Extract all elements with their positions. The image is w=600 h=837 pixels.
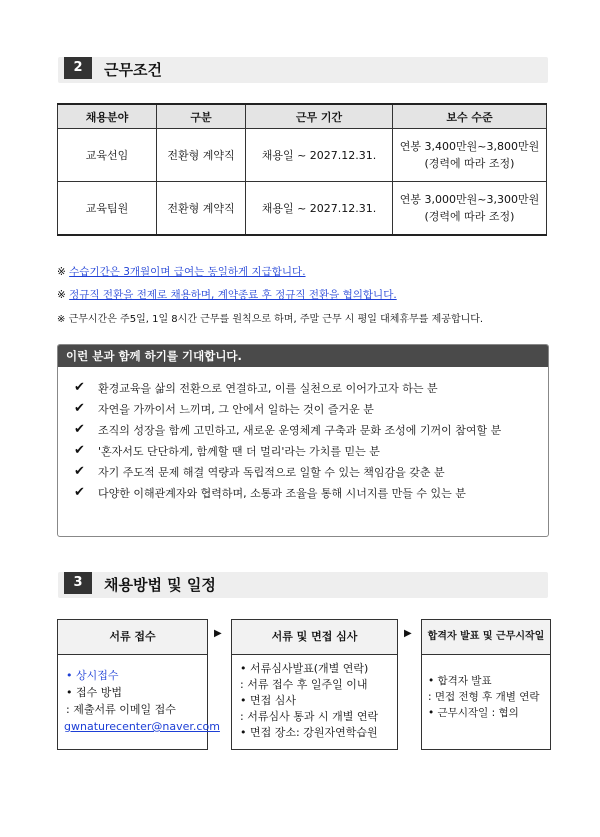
step-line: • 면접 장소: 강원자연학습원 — [240, 726, 378, 739]
list-item-text: 환경교육을 삶의 전환으로 연결하고, 이를 실천으로 이어가고자 하는 분 — [98, 381, 438, 395]
step-title: 합격자 발표 및 근무시작일 — [422, 620, 550, 655]
list-item-text: '혼자서도 단단하게, 함께할 땐 더 멀리'라는 가치를 믿는 분 — [98, 444, 380, 458]
list-item — [74, 398, 548, 419]
col-header-period: 근무 기간 — [246, 104, 393, 129]
list-item — [74, 461, 548, 482]
list-item — [74, 377, 548, 398]
step-line: • 근무시작일 : 협의 — [428, 707, 519, 719]
cell-field: 교육선임 — [58, 129, 157, 182]
check-icon: ✔ — [74, 401, 85, 416]
step-line: • 면접 심사 — [240, 694, 296, 707]
step-line: : 서류심사 통과 시 개별 연락 — [240, 710, 379, 723]
step-body — [58, 655, 220, 735]
check-icon: ✔ — [74, 380, 85, 395]
step-title: 서류 및 면접 심사 — [232, 620, 397, 655]
triangle-right-icon: ▶ — [214, 628, 222, 639]
note-text: 수습기간은 3개월이며 급여는 동일하게 지급합니다. — [69, 266, 306, 278]
note-mark: ※ — [57, 266, 66, 278]
step-line: : 제출서류 이메일 접수 — [66, 703, 176, 716]
table-header-row — [58, 104, 547, 129]
list-item-text: 다양한 이해관계자와 협력하며, 소통과 조율을 통해 시너지를 만들 수 있는 분 — [98, 486, 466, 500]
col-header-field: 채용분야 — [58, 104, 157, 129]
pay-note: (경력에 따라 조정) — [424, 157, 515, 170]
table-row — [58, 182, 547, 236]
note-probation — [57, 264, 306, 279]
expectation-list — [58, 367, 548, 503]
section-number: 3 — [64, 572, 92, 594]
step-line: : 서류 접수 후 일주일 이내 — [240, 678, 368, 691]
note-mark: ※ — [57, 289, 66, 301]
table-row — [58, 129, 547, 182]
check-icon: ✔ — [74, 422, 85, 437]
note-text: 정규직 전환을 전제로 채용하며, 계약종료 후 정규직 전환을 협의합니다. — [69, 289, 397, 301]
cell-type: 전환형 계약직 — [157, 129, 246, 182]
step-final-announcement — [421, 619, 551, 750]
pay-range: 연봉 3,400만원~3,800만원 — [399, 140, 540, 153]
list-item — [74, 482, 548, 503]
note-text: 근무시간은 주5일, 1일 8시간 근무를 원칙으로 하며, 주말 근무 시 평일 대체휴무를 제공합니다. — [68, 314, 484, 325]
check-icon: ✔ — [74, 464, 85, 479]
step-body — [232, 655, 397, 741]
step-line: : 면접 전형 후 개별 연락 — [428, 691, 540, 703]
cell-pay — [393, 182, 547, 236]
section-title: 채용방법 및 일정 — [104, 576, 216, 594]
note-conversion — [57, 287, 397, 302]
section-number: 2 — [64, 57, 92, 79]
cell-pay — [393, 129, 547, 182]
step-screening-interview — [231, 619, 398, 750]
step-title: 서류 접수 — [58, 620, 207, 655]
list-item-text: 조직의 성장을 함께 고민하고, 새로운 운영체계 구축과 문화 조성에 기꺼이 참여할 분 — [98, 423, 502, 437]
section-title: 근무조건 — [104, 61, 162, 79]
triangle-right-icon: ▶ — [404, 628, 412, 639]
col-header-type: 구분 — [157, 104, 246, 129]
cell-type: 전환형 계약직 — [157, 182, 246, 236]
col-header-pay: 보수 수준 — [393, 104, 547, 129]
cell-period: 채용일 ~ 2027.12.31. — [246, 182, 393, 236]
expectation-title: 이런 분과 함께 하기를 기대합니다. — [58, 345, 548, 367]
step-body — [422, 655, 550, 721]
conditions-table — [57, 103, 547, 236]
step-line: • 접수 방법 — [66, 686, 122, 699]
expectation-box — [57, 344, 549, 537]
email-link[interactable]: gwnaturecenter@naver.com — [64, 720, 220, 733]
note-hours — [57, 310, 483, 325]
step-document-submission — [57, 619, 220, 750]
cell-field: 교육팀원 — [58, 182, 157, 236]
check-icon: ✔ — [74, 485, 85, 500]
step-line: • 상시접수 — [66, 669, 119, 682]
step-line: • 합격자 발표 — [428, 675, 492, 687]
step-line: • 서류심사발표(개별 연락) — [240, 662, 369, 675]
list-item-text: 자기 주도적 문제 해결 역량과 독립적으로 일할 수 있는 책임감을 갖춘 분 — [98, 465, 445, 479]
note-mark: ※ — [57, 314, 66, 325]
check-icon: ✔ — [74, 443, 85, 458]
section-2-header — [58, 57, 548, 83]
list-item — [74, 440, 548, 461]
list-item — [74, 419, 548, 440]
pay-note: (경력에 따라 조정) — [424, 210, 515, 223]
section-3-header — [58, 572, 548, 598]
pay-range: 연봉 3,000만원~3,300만원 — [399, 193, 540, 206]
list-item-text: 자연을 가까이서 느끼며, 그 안에서 일하는 것이 즐거운 분 — [98, 402, 374, 416]
cell-period: 채용일 ~ 2027.12.31. — [246, 129, 393, 182]
